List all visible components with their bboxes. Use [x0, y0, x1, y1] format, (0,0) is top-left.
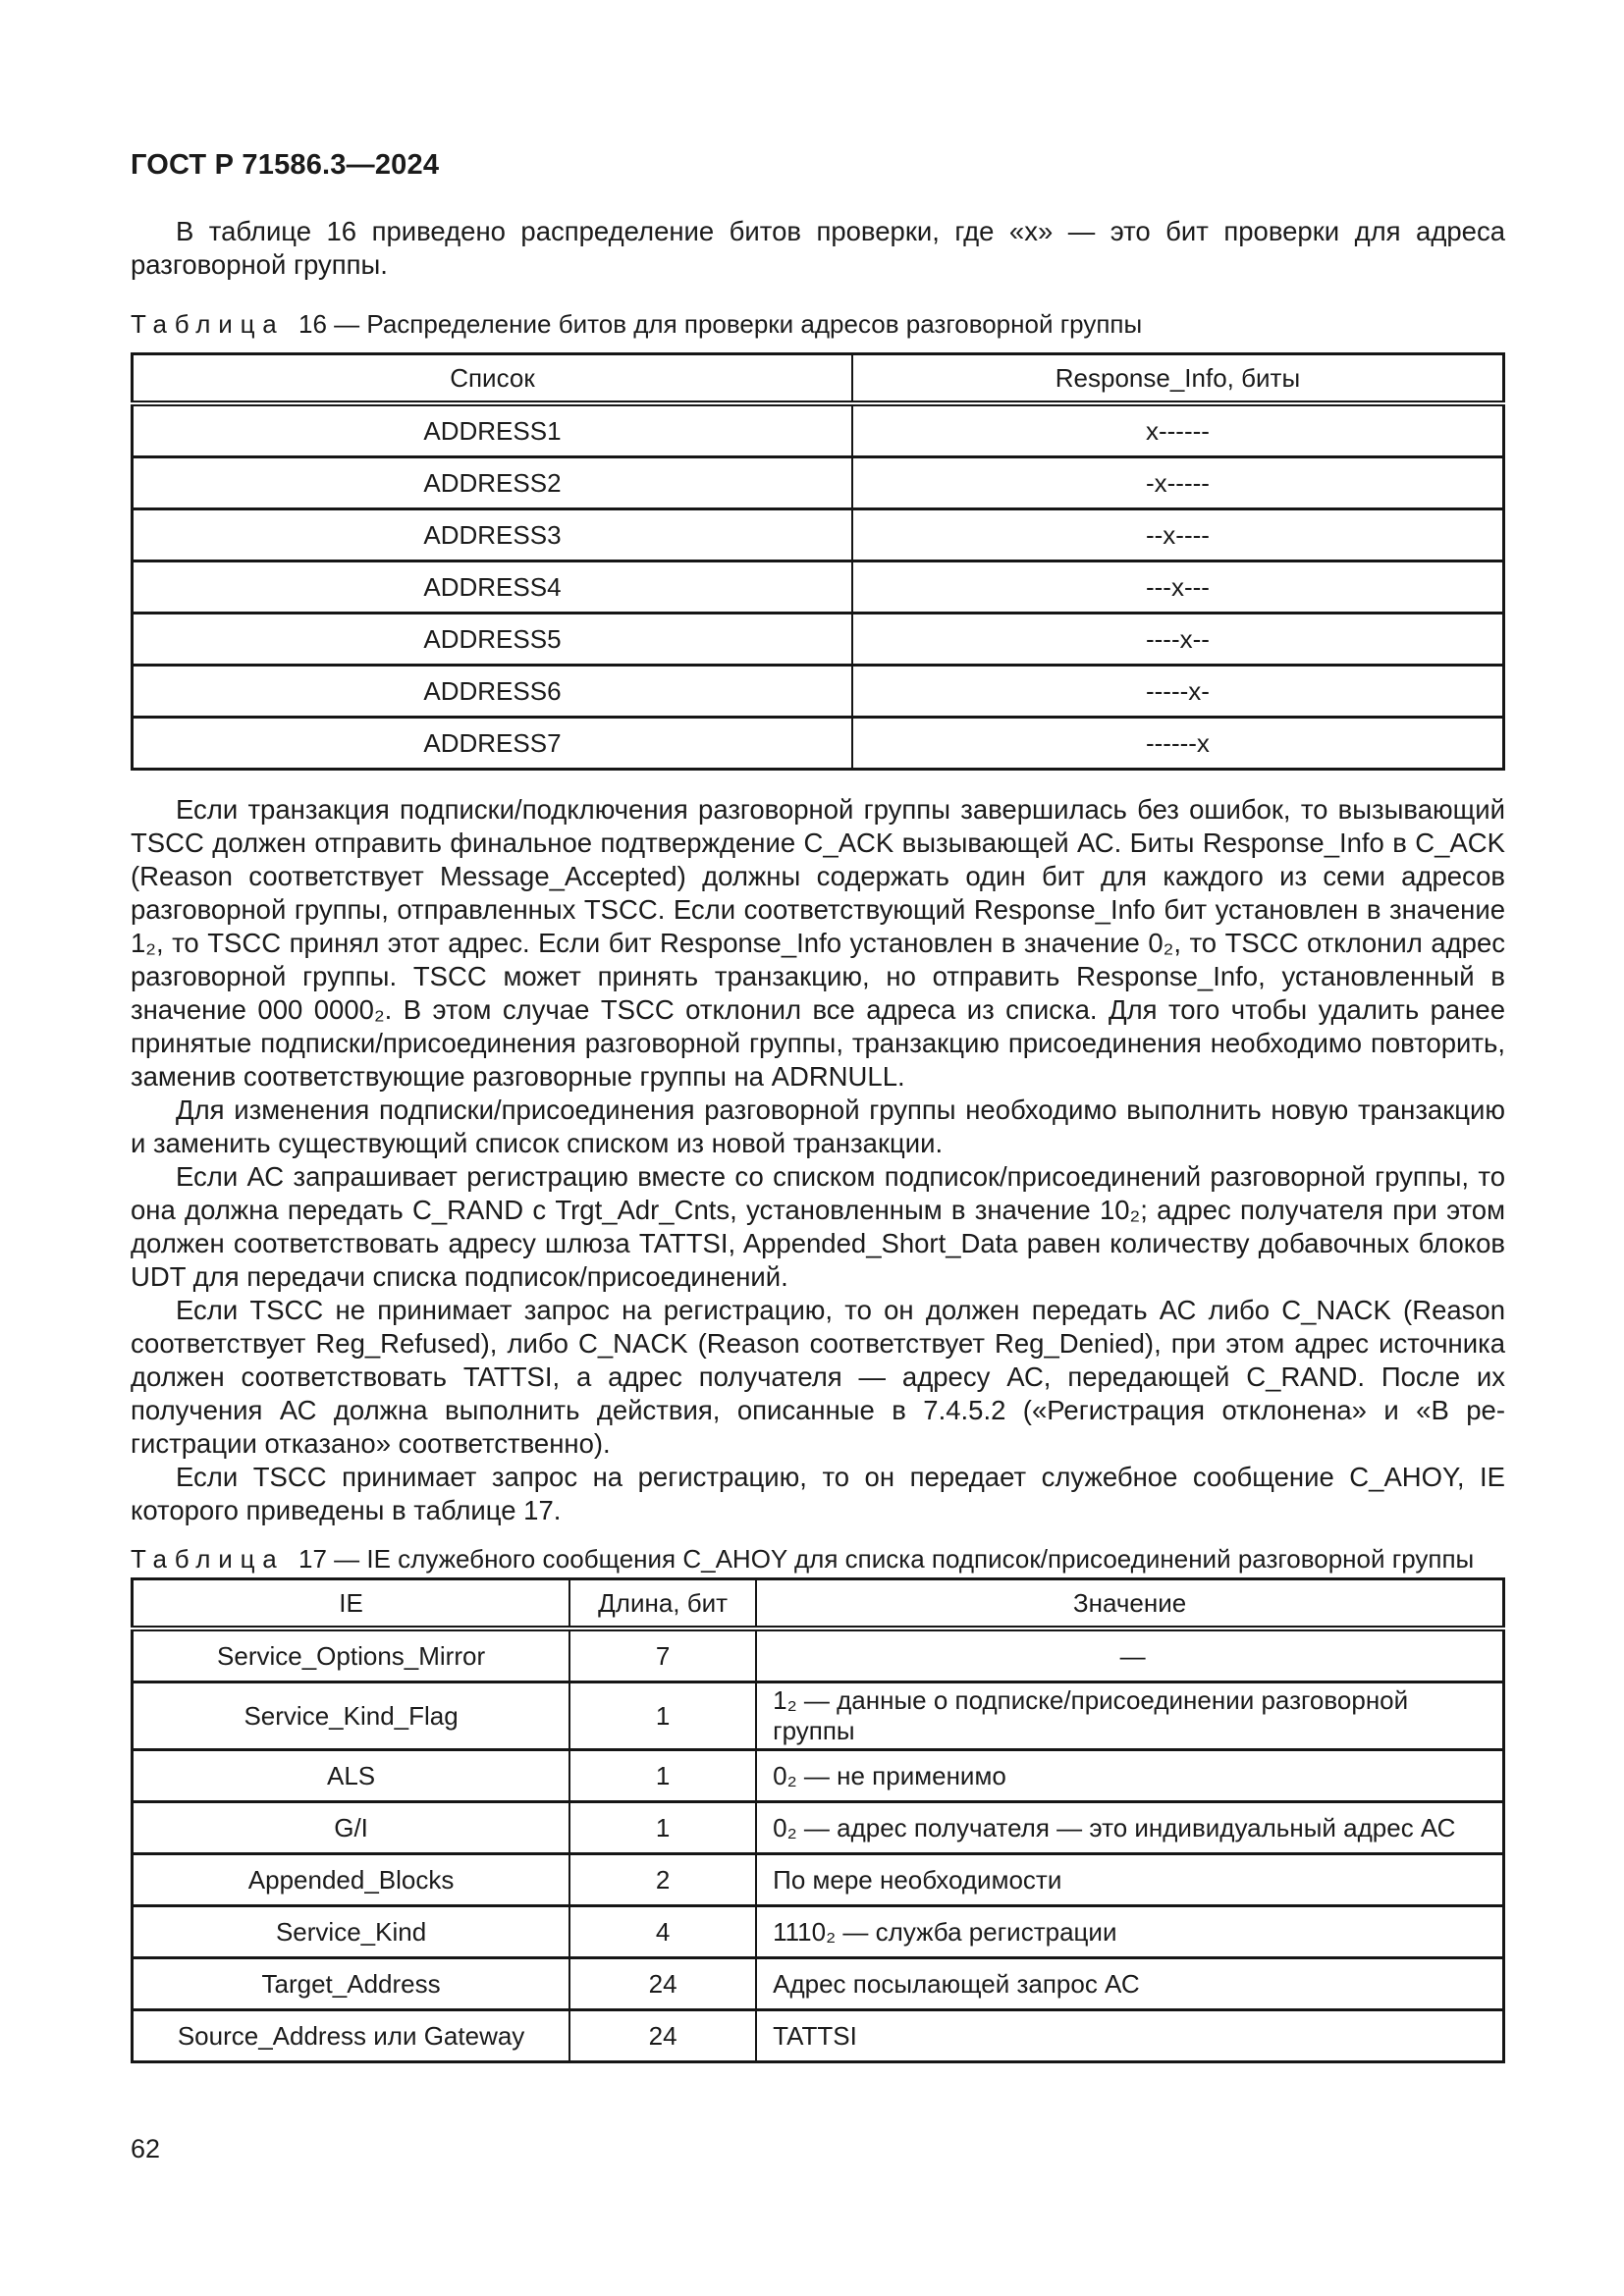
table-cell: Service_Kind: [133, 1906, 570, 1958]
table-row: [133, 509, 1504, 561]
table-cell: ADDRESS5: [133, 614, 852, 666]
table-row: [133, 561, 1504, 614]
table17-caption-word: Таблица: [131, 1544, 285, 1574]
table-cell: G/I: [133, 1802, 570, 1854]
table-row: [133, 1906, 1504, 1958]
table-cell: Адрес посылающей запрос АС: [756, 1958, 1503, 2010]
table-cell: 0₂ — адрес получателя — это индивидуальный адрес АС: [756, 1802, 1503, 1854]
table-row: [133, 403, 1504, 457]
table-row: [133, 1802, 1504, 1854]
table16: [131, 352, 1505, 771]
table-cell: ------x: [852, 718, 1504, 770]
intro-paragraph: В таблице 16 приведено распределение битов проверки, где «х» — это бит проверки для адреса разговорной группы.: [131, 216, 1505, 280]
body-text: [131, 793, 1505, 1527]
table-row: [133, 614, 1504, 666]
table-cell: -----x-: [852, 666, 1504, 718]
table-cell: Target_Address: [133, 1958, 570, 2010]
table-cell: -x-----: [852, 457, 1504, 509]
table-cell: ----x--: [852, 614, 1504, 666]
table-row: [133, 457, 1504, 509]
page-content: [131, 0, 1505, 2164]
table16-header-row: [133, 354, 1504, 404]
column-header-ie: IE: [133, 1579, 570, 1629]
table-cell: Service_Options_Mirror: [133, 1629, 570, 1682]
table-cell: 2: [569, 1854, 756, 1906]
table-cell: ADDRESS1: [133, 403, 852, 457]
table-cell: x------: [852, 403, 1504, 457]
body-paragraph: Если АС запрашивает регистрацию вместе со списком подписок/присоединений разговорной группы, то она должна передать C_RAND с Trgt_Adr_Cnts, установленным в значение 10₂; адрес получателя при этом должен соответствовать адресу шлюза TATTSI, Appended_Short_Data равен количеству добавочных блоков UDT для передачи списка подписок/присоединений.: [131, 1161, 1505, 1292]
table17-header-row: [133, 1579, 1504, 1629]
table17-caption: [131, 1543, 1505, 1575]
page-number: 62: [131, 2134, 161, 2163]
table-cell: 1: [569, 1750, 756, 1802]
table-cell: По мере необходимости: [756, 1854, 1503, 1906]
table16-caption-word: Таблица: [131, 309, 285, 339]
column-header-length-bits: Длина, бит: [569, 1579, 756, 1629]
body-paragraph: Если транзакция подписки/подключения разговорной группы завершилась без ошибок, то вызывающий TSCC должен отправить финальное подтверждение C_ACK вызывающей АС. Биты Response_Info в C_ACK (Reason соответствует Message_Accepted) должны содержать один бит для каждого из семи адресов разговорной группы, отправленных TSCC. Если соответствующий Response_Info бит установлен в значение 1₂, то TSCC принял этот адрес. Если бит Response_Info установлен в значение 0₂, то TSCC отклонил адрес разговорной группы. TSCC может принять транзакцию, но отправить Response_Info, установленный в значение 000 0000₂. В этом случае TSCC отклонил все адреса из списка. Для того чтобы удалить ранее принятые подписки/присоединения разговорной группы, транзакцию присоединения необходимо повторить, заменив соответствующие разговорные группы на ADRNULL.: [131, 794, 1505, 1092]
table-cell: 0₂ — не применимо: [756, 1750, 1503, 1802]
table16-caption-text: 16 — Распределение битов для проверки адресов разговорной группы: [298, 309, 1143, 339]
body-paragraph: Если TSCC не принимает запрос на регистрацию, то он должен передать АС либо C_NACK (Reason соответствует Reg_Refused), либо C_NACK (Reason соответствует Reg_Denied), при этом адрес источника должен соответствовать TATTSI, а адрес получателя — адресу АС, передающей C_RAND. После их получения АС должна выполнить действия, описанные в 7.4.5.2 («Регистрация отклонена» и «В регистрации отказано» соответственно).: [131, 1295, 1505, 1459]
table-cell: 1: [569, 1802, 756, 1854]
table-row: [133, 1854, 1504, 1906]
table-cell: 24: [569, 2010, 756, 2062]
table-cell: 1: [569, 1682, 756, 1750]
table-cell: Service_Kind_Flag: [133, 1682, 570, 1750]
table16-caption: [131, 308, 1505, 340]
table-cell: ADDRESS3: [133, 509, 852, 561]
body-paragraph: Для изменения подписки/присоединения разговорной группы необходимо выполнить новую транзакцию и заменить существующий список списком из новой транзакции.: [131, 1095, 1505, 1158]
table-cell: --x----: [852, 509, 1504, 561]
table-cell: ---x---: [852, 561, 1504, 614]
body-paragraph: Если TSCC принимает запрос на регистрацию, то он передает служебное сообщение C_AHOY, IE которого приведены в таблице 17.: [131, 1462, 1505, 1525]
table-row: [133, 666, 1504, 718]
table-cell: 4: [569, 1906, 756, 1958]
column-header-value: Значение: [756, 1579, 1503, 1629]
table-cell: 1₂ — данные о подписке/присоединении разговорной группы: [756, 1682, 1503, 1750]
table-cell: 7: [569, 1629, 756, 1682]
table-row: [133, 1629, 1504, 1682]
table-row: [133, 1750, 1504, 1802]
table-cell: —: [756, 1629, 1503, 1682]
table-row: [133, 718, 1504, 770]
table-cell: ALS: [133, 1750, 570, 1802]
table-cell: Source_Address или Gateway: [133, 2010, 570, 2062]
table-row: [133, 1958, 1504, 2010]
table17: [131, 1577, 1505, 2063]
column-header-list: Список: [133, 354, 852, 404]
table-cell: ADDRESS2: [133, 457, 852, 509]
table17-caption-text: 17 — IE служебного сообщения C_AHOY для списка подписок/присоединений разговорной группы: [298, 1544, 1475, 1574]
table-row: [133, 1682, 1504, 1750]
table-cell: TATTSI: [756, 2010, 1503, 2062]
standard-code: ГОСТ Р 71586.3—2024: [131, 149, 440, 181]
table-cell: Appended_Blocks: [133, 1854, 570, 1906]
table-cell: ADDRESS4: [133, 561, 852, 614]
table-cell: ADDRESS6: [133, 666, 852, 718]
column-header-response-info-bits: Response_Info, биты: [852, 354, 1504, 404]
table-row: [133, 2010, 1504, 2062]
table-cell: 24: [569, 1958, 756, 2010]
table-cell: 1110₂ — служба регистрации: [756, 1906, 1503, 1958]
table-cell: ADDRESS7: [133, 718, 852, 770]
